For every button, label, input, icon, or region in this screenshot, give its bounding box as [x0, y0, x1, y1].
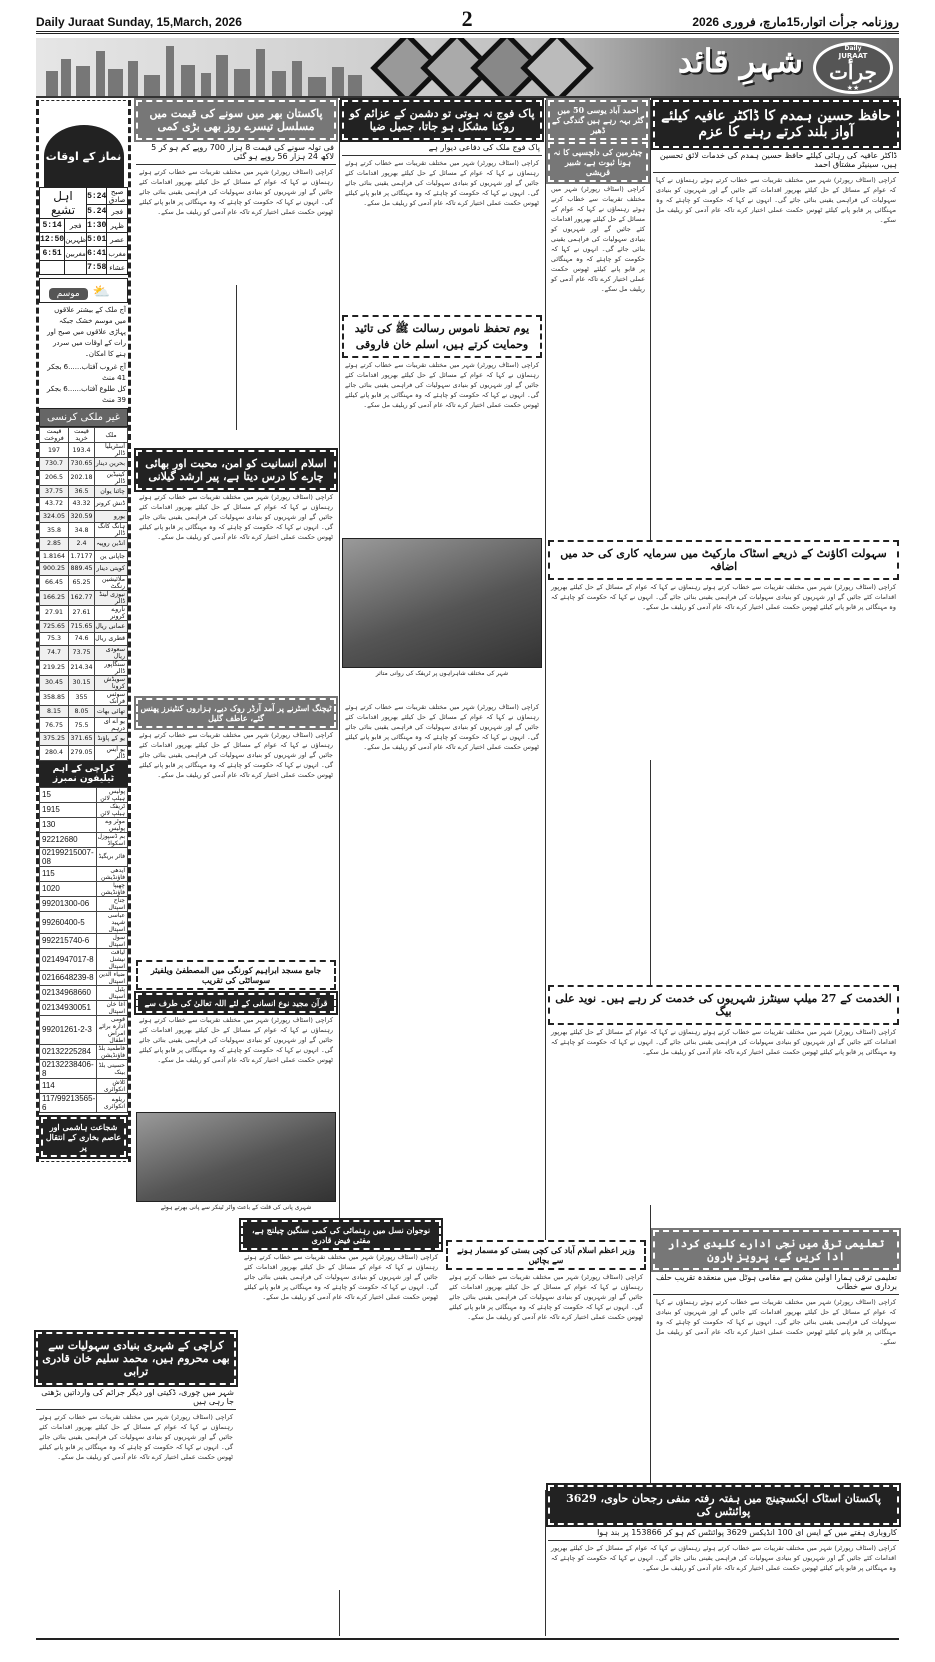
- phone-number: 114: [40, 1078, 97, 1093]
- logo-small: Daily: [844, 44, 862, 52]
- phone-label: سول اسپتال: [96, 933, 127, 948]
- sell-rate: 2.85: [40, 538, 69, 551]
- sell-rate: 35.8: [40, 523, 69, 538]
- story-sahulat-account: [548, 540, 899, 760]
- headline: جامع مسجد ابراہیم کورنگی میں المصطفیٰ ویلفیئر سوسائٹی کی تقریب: [136, 960, 336, 990]
- currency-name: ملائیشین رنگٹ: [95, 575, 128, 590]
- sell-rate: 280.4: [40, 745, 69, 760]
- phone-number: 117/99213565-6: [40, 1093, 97, 1112]
- story-mufti: [241, 1220, 441, 1590]
- sell-rate: 730.7: [40, 458, 69, 471]
- phone-number: 02199215007-08: [40, 847, 97, 866]
- headline: کراچی کے شہری بنیادی سہولیات سے بھی محروم ہیں، محمد سلیم خان قادری ترابی: [36, 1332, 236, 1385]
- english-dateline: Daily Juraat Sunday, 15,March, 2026: [36, 15, 242, 29]
- story-gold-price: [136, 100, 336, 285]
- headline: پاکستان اسٹاک ایکسچینج میں ہفتہ رفتہ منفی رجحان حاوی، 3629 پوائنٹس کی: [548, 1485, 899, 1525]
- story-body: کراچی (اسٹاف رپورٹر) شہر میں مختلف تقریبات سے خطاب کرتے ہوئے رہنماؤں نے کہا کہ عوام کے مسائل کے حل کیلئے بھرپور اقدامات کئے جائیں گے اور شہریوں کو بنیادی سہولیات کی فراہمی یقینی بنائی جائے گی۔ انہوں نے کہا کہ حکومت کو چاہئے کہ وہ مہنگائی پر قابو پانے کیلئے ٹھوس حکمت عملی اختیار کرے تاکہ عام آدمی کو ریلیف مل سکے۔: [656, 1298, 896, 1346]
- prayer-times-table: [39, 187, 128, 275]
- subhead: چیئرمین کی دلچسپی کا نہ ہونا ثبوت ہے، شبیر قریشی: [548, 142, 648, 182]
- prayer-title: نماز کے اوقات: [44, 125, 124, 187]
- currency-row: [40, 620, 128, 633]
- buy-rate: 193.4: [69, 443, 95, 458]
- phone-label: آغا خان اسپتال: [96, 1000, 127, 1015]
- headline: اسلام انسانیت کو امن، محبت اور بھائی چارے کا درس دیتا ہے، پیر ارشد گیلانی: [136, 450, 336, 490]
- subhead: کاروباری ہفتے میں کے ایس ای 100 انڈیکس 3629 پوائنٹس کم ہو کر 153866 پر بند ہوا: [548, 1525, 899, 1541]
- currency-name: یو اے ای درہم: [95, 718, 128, 733]
- currency-name: کویتی دینار: [95, 563, 128, 576]
- buy-rate: 65.25: [69, 575, 95, 590]
- phone-label: ریلوے انکوائری: [96, 1093, 127, 1112]
- prayer-time: 6:41: [87, 247, 107, 261]
- currency-row: [40, 443, 128, 458]
- shia-prayer-name: ظہرین: [65, 233, 87, 247]
- story-body: کراچی (اسٹاف رپورٹر) شہر میں مختلف تقریبات سے خطاب کرتے ہوئے رہنماؤں نے کہا کہ عوام کے مسائل کے حل کیلئے بھرپور اقدامات کئے جائیں گے اور شہریوں کو بنیادی سہولیات کی فراہمی یقینی بنائی جائے گی۔ انہوں نے کہا کہ حکومت کو چاہئے کہ وہ مہنگائی پر قابو پانے کیلئے ٹھوس حکمت عملی اختیار کرے تاکہ عام آدمی کو ریلیف مل سکے۔: [551, 185, 645, 293]
- shia-prayer-name: مغربین: [65, 247, 87, 261]
- phone-row: [40, 1000, 128, 1015]
- headline: سہولت اکاؤنٹ کے ذریعے اسٹاک مارکیٹ میں سرمایہ کاری کی حد میں اضافہ: [548, 540, 899, 580]
- story-body: کراچی (اسٹاف رپورٹر) شہر میں مختلف تقریبات سے خطاب کرتے ہوئے رہنماؤں نے کہا کہ عوام کے مسائل کے حل کیلئے بھرپور اقدامات کئے جائیں گے اور شہریوں کو بنیادی سہولیات کی فراہمی یقینی بنائی جائے گی۔ انہوں نے کہا کہ حکومت کو چاہئے کہ وہ مہنگائی پر قابو پانے کیلئے ٹھوس حکمت عملی اختیار کرے تاکہ عام آدمی کو ریلیف مل سکے۔: [139, 731, 333, 779]
- phone-label: چھیپا فاؤنڈیشن: [96, 881, 127, 896]
- sell-rate: 219.25: [40, 660, 69, 675]
- phone-row: [40, 1078, 128, 1093]
- prayer-name: عشاء: [107, 261, 128, 275]
- phone-row: [40, 933, 128, 948]
- logo-urdu: جرأت: [829, 59, 877, 84]
- phone-row: [40, 896, 128, 911]
- phone-number: 02134930051: [40, 1000, 97, 1015]
- prayer-name: ظہر: [107, 219, 128, 233]
- headline: احمد آباد یوسی 50 میں گٹر بہہ رہے ہیں گندگی کے ڈھیر: [548, 100, 648, 140]
- currency-row: [40, 705, 128, 718]
- currency-name: ہانگ کانگ ڈالر: [95, 523, 128, 538]
- prayer-name: عصر: [107, 233, 128, 247]
- weather-box: [39, 278, 128, 303]
- currency-name: ناروے کرونر: [95, 605, 128, 620]
- phone-number: 0214947017-8: [40, 948, 97, 970]
- sell-rate: 358.85: [40, 690, 69, 705]
- juraat-logo: [813, 42, 893, 94]
- currency-row: [40, 550, 128, 563]
- phone-row: [40, 866, 128, 881]
- phone-number: 02132238406-8: [40, 1059, 97, 1078]
- photo-caption: شہری پانی کی قلت کے باعث واٹر ٹینکر سے پانی بھرتے ہوئے: [160, 1204, 312, 1211]
- phone-number: 992215740-6: [40, 933, 97, 948]
- buy-rate: 715.65: [69, 620, 95, 633]
- phone-number: 1020: [40, 881, 97, 896]
- currency-title: غیر ملکی کرنسی: [39, 408, 128, 427]
- headline: نوجوان نسل میں رہنمائی کی کمی سنگین چیلنج ہے، مفتی فیض قادری: [241, 1220, 441, 1250]
- prayer-time: 5.24: [87, 205, 107, 219]
- sell-rate: 900.25: [40, 563, 69, 576]
- subhead: قرآن مجید نوع انسانی کے لئے اللہ تعالیٰ کی طرف سے: [136, 993, 336, 1013]
- phone-row: [40, 1044, 128, 1059]
- buy-rate: 2.4: [69, 538, 95, 551]
- phone-label: ایدھی فاؤنڈیشن: [96, 866, 127, 881]
- headline: تعلیمی ترقی میں نجی ادارے کلیدی کردار ادا کریں گے، پرویز ہارون: [653, 1230, 899, 1270]
- phone-row: [40, 911, 128, 933]
- currency-row: [40, 690, 128, 705]
- phone-label: حسینی بلڈ بینک: [96, 1059, 127, 1078]
- story-namoos-risalat: [342, 315, 542, 538]
- phone-number: 1915: [40, 802, 97, 817]
- story-masjid: [136, 960, 336, 1133]
- sunrise-time: کل طلوع آفتاب......6 بجکر 39 منٹ: [46, 385, 126, 404]
- phone-row: [40, 817, 128, 832]
- currency-row: [40, 563, 128, 576]
- story-body: کراچی (اسٹاف رپورٹر) شہر میں مختلف تقریبات سے خطاب کرتے ہوئے رہنماؤں نے کہا کہ عوام کے مسائل کے حل کیلئے بھرپور اقدامات کئے جائیں گے اور شہریوں کو بنیادی سہولیات کی فراہمی یقینی بنائی جائے گی۔ انہوں نے کہا کہ حکومت کو چاہئے کہ وہ مہنگائی پر قابو پانے کیلئے ٹھوس حکمت عملی اختیار کرے تاکہ عام آدمی کو ریلیف مل سکے۔: [345, 361, 539, 409]
- currency-name: آسٹریلیا ڈالر: [95, 443, 128, 458]
- currency-name: عمانی ریال: [95, 620, 128, 633]
- headline: وزیر اعظم اسلام آباد کی کچی بستی کو مسمار ہونے سے بچائیں: [446, 1240, 646, 1270]
- buy-rate: 27.61: [69, 605, 95, 620]
- buy-rate: 36.5: [69, 485, 95, 498]
- currency-name: تھائی بھات: [95, 705, 128, 718]
- phone-label: لیاقت نیشنل اسپتال: [96, 948, 127, 970]
- weather-label: موسم: [49, 288, 88, 300]
- subhead: پاک فوج ملک کی دفاعی دیوار ہے: [342, 140, 542, 156]
- story-alkhidmat: [548, 985, 899, 1205]
- phone-label: فاطمید بلڈ فاؤنڈیشن: [96, 1044, 127, 1059]
- buy-rate: 889.45: [69, 563, 95, 576]
- subhead: تعلیمی ترقی ہمارا اولین مشن ہے مقامی ہوٹل میں منعقدہ تقریب حلف برداری سے خطاب: [653, 1270, 899, 1295]
- buy-rate: 75.5: [69, 718, 95, 733]
- currency-row: [40, 470, 128, 485]
- phone-number: 92212680: [40, 832, 97, 847]
- currency-name: چائنا یوان: [95, 485, 128, 498]
- story-body: کراچی (اسٹاف رپورٹر) شہر میں مختلف تقریبات سے خطاب کرتے ہوئے رہنماؤں نے کہا کہ عوام کے مسائل کے حل کیلئے بھرپور اقدامات کئے جائیں گے اور شہریوں کو بنیادی سہولیات کی فراہمی یقینی بنائی جائے گی۔ انہوں نے کہا کہ حکومت کو چاہئے کہ وہ مہنگائی پر قابو پانے کیلئے ٹھوس حکمت عملی اختیار کرے تاکہ عام آدمی کو ریلیف مل سکے۔: [244, 1253, 438, 1301]
- phone-label: ٹریفک ہیلپ لائن: [96, 802, 127, 817]
- buy-rate: 74.6: [69, 633, 95, 646]
- prayer-time: 7:58: [87, 261, 107, 275]
- phone-row: [40, 847, 128, 866]
- currency-row: [40, 458, 128, 471]
- phone-label: جناح اسپتال: [96, 896, 127, 911]
- subhead: ڈاکٹر عافیہ کی رہائی کیلئے حافظ حسین ہمدم کی خدمات لائق تحسین ہیں، سینیٹر مشتاق احمد: [653, 148, 899, 173]
- photo-diamond-monument: [520, 38, 594, 98]
- shia-prayer-name: فجر: [65, 219, 87, 233]
- buy-rate: 371.65: [69, 733, 95, 746]
- sell-rate: 324.05: [40, 510, 69, 523]
- sell-rate: 30.45: [40, 675, 69, 690]
- weather-forecast: آج ملک کے بیشتر علاقوں میں موسم خشک جبکہ پہاڑی علاقوں میں صبح اور رات کے اوقات میں سردر ہنے کا امکان۔: [47, 306, 126, 358]
- story-body: کراچی (اسٹاف رپورٹر) شہر میں مختلف تقریبات سے خطاب کرتے ہوئے رہنماؤں نے کہا کہ عوام کے مسائل کے حل کیلئے بھرپور اقدامات کئے جائیں گے اور شہریوں کو بنیادی سہولیات کی فراہمی یقینی بنائی جائے گی۔ انہوں نے کہا کہ حکومت کو چاہئے کہ وہ مہنگائی پر قابو پانے کیلئے ٹھوس حکمت عملی اختیار کرے تاکہ عام آدمی کو ریلیف مل سکے۔: [39, 1413, 233, 1461]
- currency-row: [40, 675, 128, 690]
- prayer-name: مغرب: [107, 247, 128, 261]
- currency-row: [40, 605, 128, 620]
- phone-label: عباسی شہید اسپتال: [96, 911, 127, 933]
- section-title: شہرِ قائد: [677, 42, 803, 80]
- headline: یوم تحفظ ناموس رسالت ﷺ کی تائید وحمایت کرتے ہیں، اسلم خان فاروقی: [342, 315, 542, 358]
- shia-prayer-time: 12:50: [40, 233, 65, 247]
- buy-rate: 43.32: [69, 498, 95, 511]
- buy-rate: 730.65: [69, 458, 95, 471]
- buy-rate: 214.34: [69, 660, 95, 675]
- phone-label: ضیاء الدین اسپتال: [96, 970, 127, 985]
- currency-header: قیمت خرید: [69, 428, 95, 443]
- phone-row: [40, 948, 128, 970]
- phone-label: پٹیل اسپتال: [96, 985, 127, 1000]
- story-body: کراچی (اسٹاف رپورٹر) شہر میں مختلف تقریبات سے خطاب کرتے ہوئے رہنماؤں نے کہا کہ عوام کے مسائل کے حل کیلئے بھرپور اقدامات کئے جائیں گے اور شہریوں کو بنیادی سہولیات کی فراہمی یقینی بنائی جائے گی۔ انہوں نے کہا کہ حکومت کو چاہئے کہ وہ مہنگائی پر قابو پانے کیلئے ٹھوس حکمت عملی اختیار کرے تاکہ عام آدمی کو ریلیف مل سکے۔: [345, 703, 539, 751]
- currency-row: [40, 718, 128, 733]
- sell-rate: 206.5: [40, 470, 69, 485]
- currency-name: سنگاپور ڈالر: [95, 660, 128, 675]
- mosque-illustration: [39, 101, 128, 187]
- story-body: کراچی (اسٹاف رپورٹر) شہر میں مختلف تقریبات سے خطاب کرتے ہوئے رہنماؤں نے کہا کہ عوام کے مسائل کے حل کیلئے بھرپور اقدامات کئے جائیں گے اور شہریوں کو بنیادی سہولیات کی فراہمی یقینی بنائی جائے گی۔ انہوں نے کہا کہ حکومت کو چاہئے کہ وہ مہنگائی پر قابو پانے کیلئے ٹھوس حکمت عملی اختیار کرے تاکہ عام آدمی کو ریلیف مل سکے۔: [139, 1016, 333, 1064]
- subhead: فی تولہ سونے کی قیمت 8 ہزار 700 روپے کم ہو کر 5 لاکھ 24 ہزار 56 روپے ہو گئی: [136, 140, 336, 165]
- phone-label: موٹر وے پولیس: [96, 817, 127, 832]
- sell-rate: 75.3: [40, 633, 69, 646]
- logo-english: JURAAT: [838, 51, 868, 60]
- sell-rate: 197: [40, 443, 69, 458]
- story-body: کراچی (اسٹاف رپورٹر) شہر میں مختلف تقریبات سے خطاب کرتے ہوئے رہنماؤں نے کہا کہ عوام کے مسائل کے حل کیلئے بھرپور اقدامات کئے جائیں گے اور شہریوں کو بنیادی سہولیات کی فراہمی یقینی بنائی جائے گی۔ انہوں نے کہا کہ حکومت کو چاہئے کہ وہ مہنگائی پر قابو پانے کیلئے ٹھوس حکمت عملی اختیار کرے تاکہ عام آدمی کو ریلیف مل سکے۔: [656, 176, 896, 224]
- page-number: 2: [461, 6, 473, 31]
- headline: الخدمت کے 27 میلپ سینٹرز شہریوں کی خدمت کر رہے ہیں۔ نوید علی بیگ: [548, 985, 899, 1025]
- phone-number: 15: [40, 787, 97, 802]
- logo-stars: ★★: [846, 83, 860, 92]
- phone-number: 115: [40, 866, 97, 881]
- story-body: کراچی (اسٹاف رپورٹر) شہر میں مختلف تقریبات سے خطاب کرتے ہوئے رہنماؤں نے کہا کہ عوام کے مسائل کے حل کیلئے بھرپور اقدامات کئے جائیں گے اور شہریوں کو بنیادی سہولیات کی فراہمی یقینی بنائی جائے گی۔ انہوں نے کہا کہ حکومت کو چاہئے کہ وہ مہنگائی پر قابو پانے کیلئے ٹھوس حکمت عملی اختیار کرے تاکہ عام آدمی کو ریلیف مل سکے۔: [345, 159, 539, 207]
- phone-label: قومی ادارہ برائے امراض اطفال: [96, 1015, 127, 1044]
- shia-prayer-time: 5:14: [40, 219, 65, 233]
- story-education: [653, 1230, 899, 1445]
- phone-label: ٹلاش انکوائری: [96, 1078, 127, 1093]
- sell-rate: 1.8164: [40, 550, 69, 563]
- currency-name: جاپانی ین: [95, 550, 128, 563]
- buy-rate: 73.75: [69, 645, 95, 660]
- sun-cloud-icon: ⛅: [92, 284, 111, 300]
- buy-rate: 162.77: [69, 590, 95, 605]
- sell-rate: 27.91: [40, 605, 69, 620]
- story-body: کراچی (اسٹاف رپورٹر) شہر میں مختلف تقریبات سے خطاب کرتے ہوئے رہنماؤں نے کہا کہ عوام کے مسائل کے حل کیلئے بھرپور اقدامات کئے جائیں گے اور شہریوں کو بنیادی سہولیات کی فراہمی یقینی بنائی جائے گی۔ انہوں نے کہا کہ حکومت کو چاہئے کہ وہ مہنگائی پر قابو پانے کیلئے ٹھوس حکمت عملی اختیار کرے تاکہ عام آدمی کو ریلیف مل سکے۔: [551, 1544, 896, 1572]
- currency-row: [40, 498, 128, 511]
- story-karachi-facilities: [36, 1332, 236, 1640]
- currency-name: سوئس فرانک: [95, 690, 128, 705]
- currency-name: سعودی ریال: [95, 645, 128, 660]
- sidebar: [36, 100, 131, 1162]
- currency-name: قطری ریال: [95, 633, 128, 646]
- ahl-e-tashi-label: اہل تشیع: [40, 188, 87, 219]
- currency-row: [40, 523, 128, 538]
- buy-rate: 279.05: [69, 745, 95, 760]
- phone-row: [40, 1015, 128, 1044]
- buy-rate: 320.59: [69, 510, 95, 523]
- prayer-time: 5:01: [87, 233, 107, 247]
- subhead: شہر میں چوری، ڈکیتی اور دیگر جرائم کی وارداتیں بڑھتی جا رہی ہیں: [36, 1385, 236, 1410]
- currency-row: [40, 485, 128, 498]
- photo-water: [136, 1112, 336, 1202]
- phone-row: [40, 787, 128, 802]
- currency-name: یو کے پاؤنڈ: [95, 733, 128, 746]
- buy-rate: 34.8: [69, 523, 95, 538]
- sell-rate: 43.72: [40, 498, 69, 511]
- story-stock-exchange: [548, 1485, 899, 1641]
- currency-header: ملک: [95, 428, 128, 443]
- phone-number: 0216648239-8: [40, 970, 97, 985]
- phone-label: پولیس ہیلپ لائن: [96, 787, 127, 802]
- story-body: کراچی (اسٹاف رپورٹر) شہر میں مختلف تقریبات سے خطاب کرتے ہوئے رہنماؤں نے کہا کہ عوام کے مسائل کے حل کیلئے بھرپور اقدامات کئے جائیں گے اور شہریوں کو بنیادی سہولیات کی فراہمی یقینی بنائی جائے گی۔ انہوں نے کہا کہ حکومت کو چاہئے کہ وہ مہنگائی پر قابو پانے کیلئے ٹھوس حکمت عملی اختیار کرے تاکہ عام آدمی کو ریلیف مل سکے۔: [551, 583, 896, 611]
- phone-row: [40, 832, 128, 847]
- phone-row: [40, 1059, 128, 1078]
- sell-rate: 76.75: [40, 718, 69, 733]
- phone-number: 99201261-2-3: [40, 1015, 97, 1044]
- currency-name: سویڈش کرونا: [95, 675, 128, 690]
- buy-rate: 8.05: [69, 705, 95, 718]
- sell-rate: 725.65: [40, 620, 69, 633]
- headline-condolence: شجاعت ہاشمی اور عاصم بخاری کے انتقال پر: [41, 1117, 126, 1157]
- currency-name: بحرین دینار: [95, 458, 128, 471]
- newspaper-page: [36, 100, 899, 1636]
- phone-row: [40, 1093, 128, 1112]
- buy-rate: 30.15: [69, 675, 95, 690]
- prayer-name: فجر: [107, 205, 128, 219]
- sell-rate: 375.25: [40, 733, 69, 746]
- story-katchi-abadi: [446, 1240, 646, 1490]
- photo-caption: شہر کی مختلف شاہراہوں پر ٹریفک کی روانی متاثر: [375, 670, 509, 677]
- phone-number: 02132225284: [40, 1044, 97, 1059]
- headline: پاکستان بھر میں سونے کی قیمت میں مسلسل تیسرے روز بھی بڑی کمی: [136, 100, 336, 140]
- phone-number: 99201300-06: [40, 896, 97, 911]
- currency-table: [39, 427, 128, 761]
- currency-name: انڈین روپیہ: [95, 538, 128, 551]
- currency-name: یورو: [95, 510, 128, 523]
- buy-rate: 355: [69, 690, 95, 705]
- story-body: کراچی (اسٹاف رپورٹر) شہر میں مختلف تقریبات سے خطاب کرتے ہوئے رہنماؤں نے کہا کہ عوام کے مسائل کے حل کیلئے بھرپور اقدامات کئے جائیں گے اور شہریوں کو بنیادی سہولیات کی فراہمی یقینی بنائی جائے گی۔ انہوں نے کہا کہ حکومت کو چاہئے کہ وہ مہنگائی پر قابو پانے کیلئے ٹھوس حکمت عملی اختیار کرے تاکہ عام آدمی کو ریلیف مل سکے۔: [139, 168, 333, 216]
- story-body: کراچی (اسٹاف رپورٹر) شہر میں مختلف تقریبات سے خطاب کرتے ہوئے رہنماؤں نے کہا کہ عوام کے مسائل کے حل کیلئے بھرپور اقدامات کئے جائیں گے اور شہریوں کو بنیادی سہولیات کی فراہمی یقینی بنائی جائے گی۔ انہوں نے کہا کہ حکومت کو چاہئے کہ وہ مہنگائی پر قابو پانے کیلئے ٹھوس حکمت عملی اختیار کرے تاکہ عام آدمی کو ریلیف مل سکے۔: [139, 493, 333, 541]
- phone-row: [40, 881, 128, 896]
- currency-row: [40, 510, 128, 523]
- currency-name: ڈنش کرونر: [95, 498, 128, 511]
- phone-row: [40, 802, 128, 817]
- phone-row: [40, 985, 128, 1000]
- headline: پاک فوج نہ ہوتی تو دشمن کے عزائم کو روکنا مشکل ہو جاتا، جمیل ضیا: [342, 100, 542, 140]
- page-header-rule: [36, 6, 899, 34]
- currency-row: [40, 745, 128, 760]
- story-body: کراچی (اسٹاف رپورٹر) شہر میں مختلف تقریبات سے خطاب کرتے ہوئے رہنماؤں نے کہا کہ عوام کے مسائل کے حل کیلئے بھرپور اقدامات کئے جائیں گے اور شہریوں کو بنیادی سہولیات کی فراہمی یقینی بنائی جائے گی۔ انہوں نے کہا کہ حکومت کو چاہئے کہ وہ مہنگائی پر قابو پانے کیلئے ٹھوس حکمت عملی اختیار کرے تاکہ عام آدمی کو ریلیف مل سکے۔: [551, 1028, 896, 1056]
- column-rule: [650, 100, 651, 1636]
- currency-row: [40, 538, 128, 551]
- phones-table: [39, 787, 128, 1113]
- sunset-time: آج غروب آفتاب......6 بجکر 41 منٹ: [47, 363, 126, 382]
- phone-number: 02134968660: [40, 985, 97, 1000]
- prayer-name: صبح صادق: [107, 188, 128, 205]
- story-containers: [136, 698, 336, 928]
- prayer-time: 1:30: [87, 219, 107, 233]
- currency-header: قیمت فروخت: [40, 428, 69, 443]
- story-hafiz-hussain: [653, 100, 899, 553]
- story-ramadan: [342, 700, 542, 1200]
- urdu-dateline: روزنامہ جرأت اتوار،15مارچ، فروری 2026: [692, 15, 899, 29]
- headline: ٹیچنگ اسٹرنے پر آمد آرڈر روک دیے، ہزاروں کنٹینرز پھنس گئے، عاطف گلیل: [136, 698, 336, 728]
- currency-name: نیوزی لینڈ ڈالر: [95, 590, 128, 605]
- currency-name: کینیڈین ڈالر: [95, 470, 128, 485]
- currency-row: [40, 660, 128, 675]
- sell-rate: 66.45: [40, 575, 69, 590]
- currency-name: یو ایس ڈالر: [95, 745, 128, 760]
- currency-row: [40, 590, 128, 605]
- sell-rate: 166.25: [40, 590, 69, 605]
- shia-prayer-time: 6:51: [40, 247, 65, 261]
- buy-rate: 1.7177: [69, 550, 95, 563]
- photo-traffic: [342, 538, 542, 668]
- prayer-time: 5:24: [87, 188, 107, 205]
- phones-title: کراچی کے اہم ٹیلیفون نمبرز: [39, 761, 128, 787]
- currency-row: [40, 575, 128, 590]
- sell-rate: 37.75: [40, 485, 69, 498]
- story-ahmedabad: [548, 100, 648, 482]
- sell-rate: 8.15: [40, 705, 69, 718]
- phone-label: فائر بریگیڈ: [96, 847, 127, 866]
- story-islam-peace: [136, 450, 336, 650]
- phone-row: [40, 970, 128, 985]
- phone-number: 130: [40, 817, 97, 832]
- currency-row: [40, 645, 128, 660]
- city-skyline-illustration: [36, 41, 366, 96]
- currency-row: [40, 733, 128, 746]
- phone-label: بم ڈسپوزل اسکواڈ: [96, 832, 127, 847]
- bottom-rule: [36, 1638, 899, 1640]
- phone-number: 99260400-5: [40, 911, 97, 933]
- section-banner: [36, 38, 899, 98]
- story-body: کراچی (اسٹاف رپورٹر) شہر میں مختلف تقریبات سے خطاب کرتے ہوئے رہنماؤں نے کہا کہ عوام کے مسائل کے حل کیلئے بھرپور اقدامات کئے جائیں گے اور شہریوں کو بنیادی سہولیات کی فراہمی یقینی بنائی جائے گی۔ انہوں نے کہا کہ حکومت کو چاہئے کہ وہ مہنگائی پر قابو پانے کیلئے ٹھوس حکمت عملی اختیار کرے تاکہ عام آدمی کو ریلیف مل سکے۔: [449, 1273, 643, 1321]
- story-pak-army: [342, 100, 542, 316]
- sell-rate: 74.7: [40, 645, 69, 660]
- currency-row: [40, 633, 128, 646]
- buy-rate: 202.18: [69, 470, 95, 485]
- headline: حافظ حسین ہمدم کا ڈاکٹر عافیہ کیلئے آواز بلند کرتے رہنے کا عزم: [653, 100, 899, 148]
